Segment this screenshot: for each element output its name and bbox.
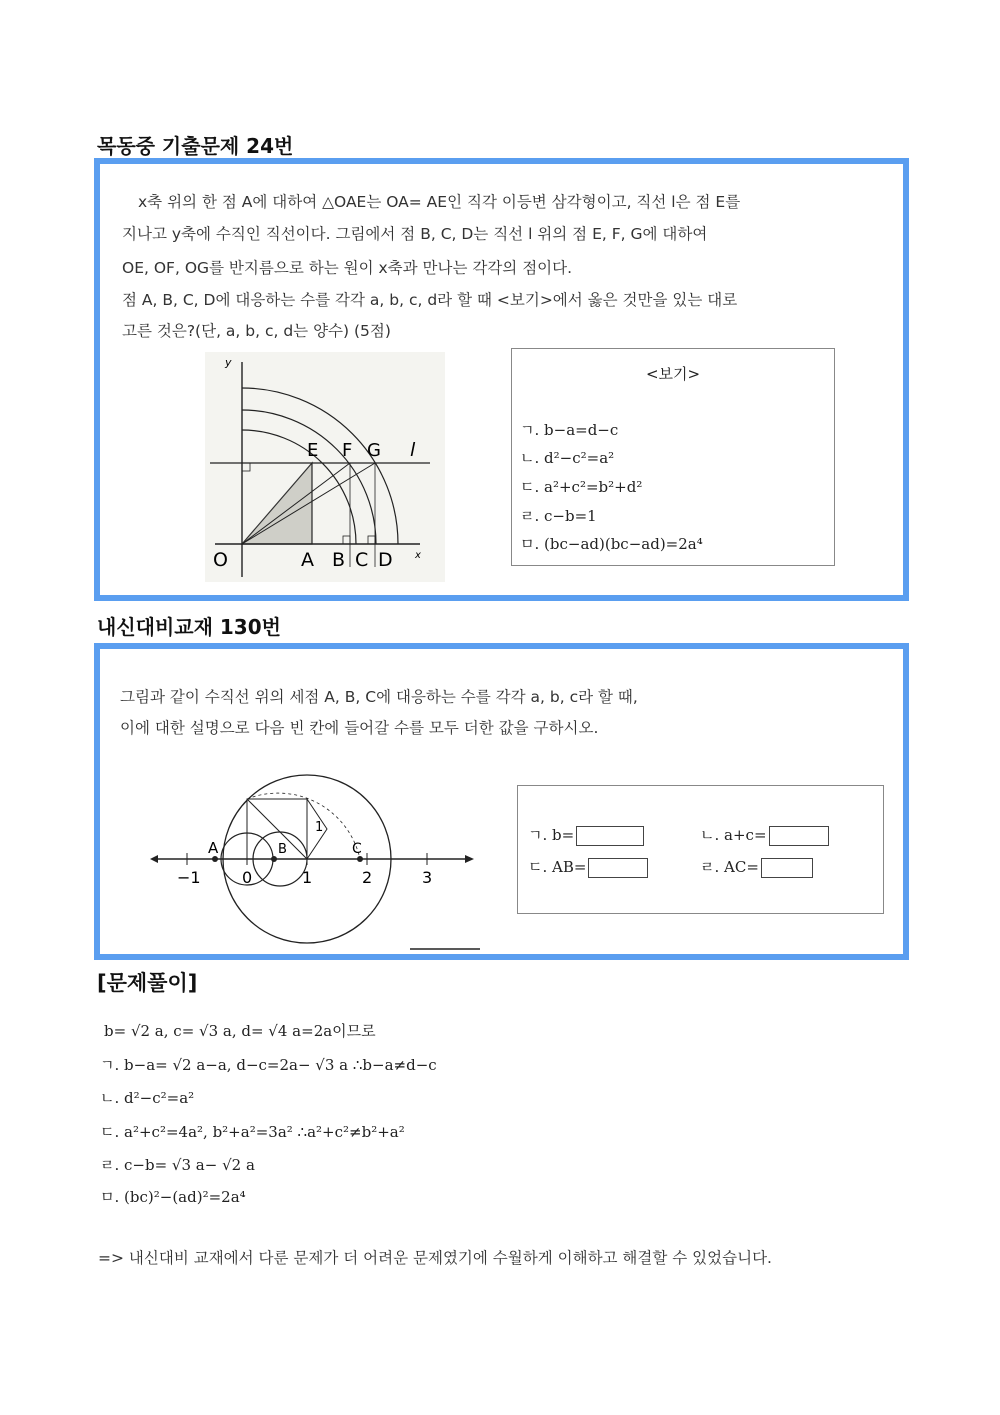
label-E: E <box>307 440 319 461</box>
problem2-line-1: 그림과 같이 수직선 위의 세점 A, B, C에 대응하는 수를 각각 a, b, c라 할 때, <box>120 688 638 706</box>
tick-2: 2 <box>362 868 373 887</box>
bogi-box <box>511 348 835 566</box>
solution-line-1: b= √2 a, c= √3 a, d= √4 a=2a이므로 <box>104 1022 376 1040</box>
problem1-line-4: 점 A, B, C, D에 대응하는 수를 각각 a, b, c, d라 할 때 <보기>에서 옳은 것만을 있는 대로 <box>122 291 738 309</box>
label-G: G <box>367 440 381 461</box>
bogi-item-5: ㅁ. (bc−ad)(bc−ad)=2a⁴ <box>520 535 703 553</box>
solution-line-3: ㄴ. d²−c²=a² <box>100 1089 195 1107</box>
problem1-line-1: x축 위의 한 점 A에 대하여 △OAE는 OA= AE인 직각 이등변 삼각형이고, 직선 l은 점 E를 <box>138 193 741 211</box>
answer-box <box>517 785 884 914</box>
blank-1[interactable] <box>576 826 644 846</box>
problem2-figure <box>150 769 480 954</box>
label-B: B <box>332 549 346 571</box>
solution-line-2: ㄱ. b−a= √2 a−a, d−c=2a− √3 a ∴b−a≠d−c <box>100 1056 437 1074</box>
answer-3: ㄷ. AB= <box>528 856 648 878</box>
conclusion: => 내신대비 교재에서 다룬 문제가 더 어려운 문제였기에 수월하게 이해하고 해결할 수 있었습니다. <box>98 1249 772 1267</box>
solution-line-5: ㄹ. c−b= √3 a− √2 a <box>100 1156 255 1174</box>
bogi-item-4: ㄹ. c−b=1 <box>520 507 597 525</box>
tick-m1: −1 <box>177 868 201 887</box>
label-A: A <box>301 549 314 571</box>
problem2-line-2: 이에 대한 설명으로 다음 빈 칸에 들어갈 수를 모두 더한 값을 구하시오. <box>120 719 599 737</box>
solution-line-6: ㅁ. (bc)²−(ad)²=2a⁴ <box>100 1188 246 1206</box>
problem2-heading: 내신대비교재 130번 <box>97 615 281 639</box>
problem2-box <box>94 643 909 960</box>
label-C: C <box>355 549 369 571</box>
blank-2[interactable] <box>769 826 829 846</box>
label-B2: B <box>278 842 287 857</box>
solution-line-4: ㄷ. a²+c²=4a², b²+a²=3a² ∴a²+c²≠b²+a² <box>100 1123 405 1141</box>
label-C2: C <box>352 841 362 857</box>
answer-1: ㄱ. b= <box>528 824 644 846</box>
bogi-item-3: ㄷ. a²+c²=b²+d² <box>520 478 643 496</box>
tick-1: 1 <box>302 868 313 887</box>
problem1-heading: 목동중 기출문제 24번 <box>97 134 294 158</box>
answer-4: ㄹ. AC= <box>700 856 813 878</box>
bogi-title: <보기> <box>645 365 701 383</box>
label-x: x <box>415 550 421 561</box>
label-D: D <box>378 549 393 571</box>
solution-heading: [문제풀이] <box>97 971 198 995</box>
bogi-item-2: ㄴ. d²−c²=a² <box>520 449 615 467</box>
label-y: y <box>225 356 232 369</box>
blank-3[interactable] <box>588 858 648 878</box>
problem1-box <box>94 158 909 601</box>
bogi-item-1: ㄱ. b−a=d−c <box>520 421 619 439</box>
problem1-line-2: 지나고 y축에 수직인 직선이다. 그림에서 점 B, C, D는 직선 l 위의 점 E, F, G에 대하여 <box>122 225 708 243</box>
label-one: 1 <box>315 820 324 835</box>
label-l: l <box>410 439 416 461</box>
tick-3: 3 <box>422 868 433 887</box>
answer-2: ㄴ. a+c= <box>700 824 829 846</box>
tick-0: 0 <box>242 868 253 887</box>
label-A2: A <box>208 839 219 857</box>
problem1-figure <box>205 352 445 582</box>
problem1-line-3: OE, OF, OG를 반지름으로 하는 원이 x축과 만나는 각각의 점이다. <box>122 259 573 277</box>
label-O: O <box>213 549 228 571</box>
blank-4[interactable] <box>761 858 813 878</box>
label-F: F <box>342 440 353 461</box>
problem1-line-5: 고른 것은?(단, a, b, c, d는 양수) (5점) <box>122 322 391 340</box>
